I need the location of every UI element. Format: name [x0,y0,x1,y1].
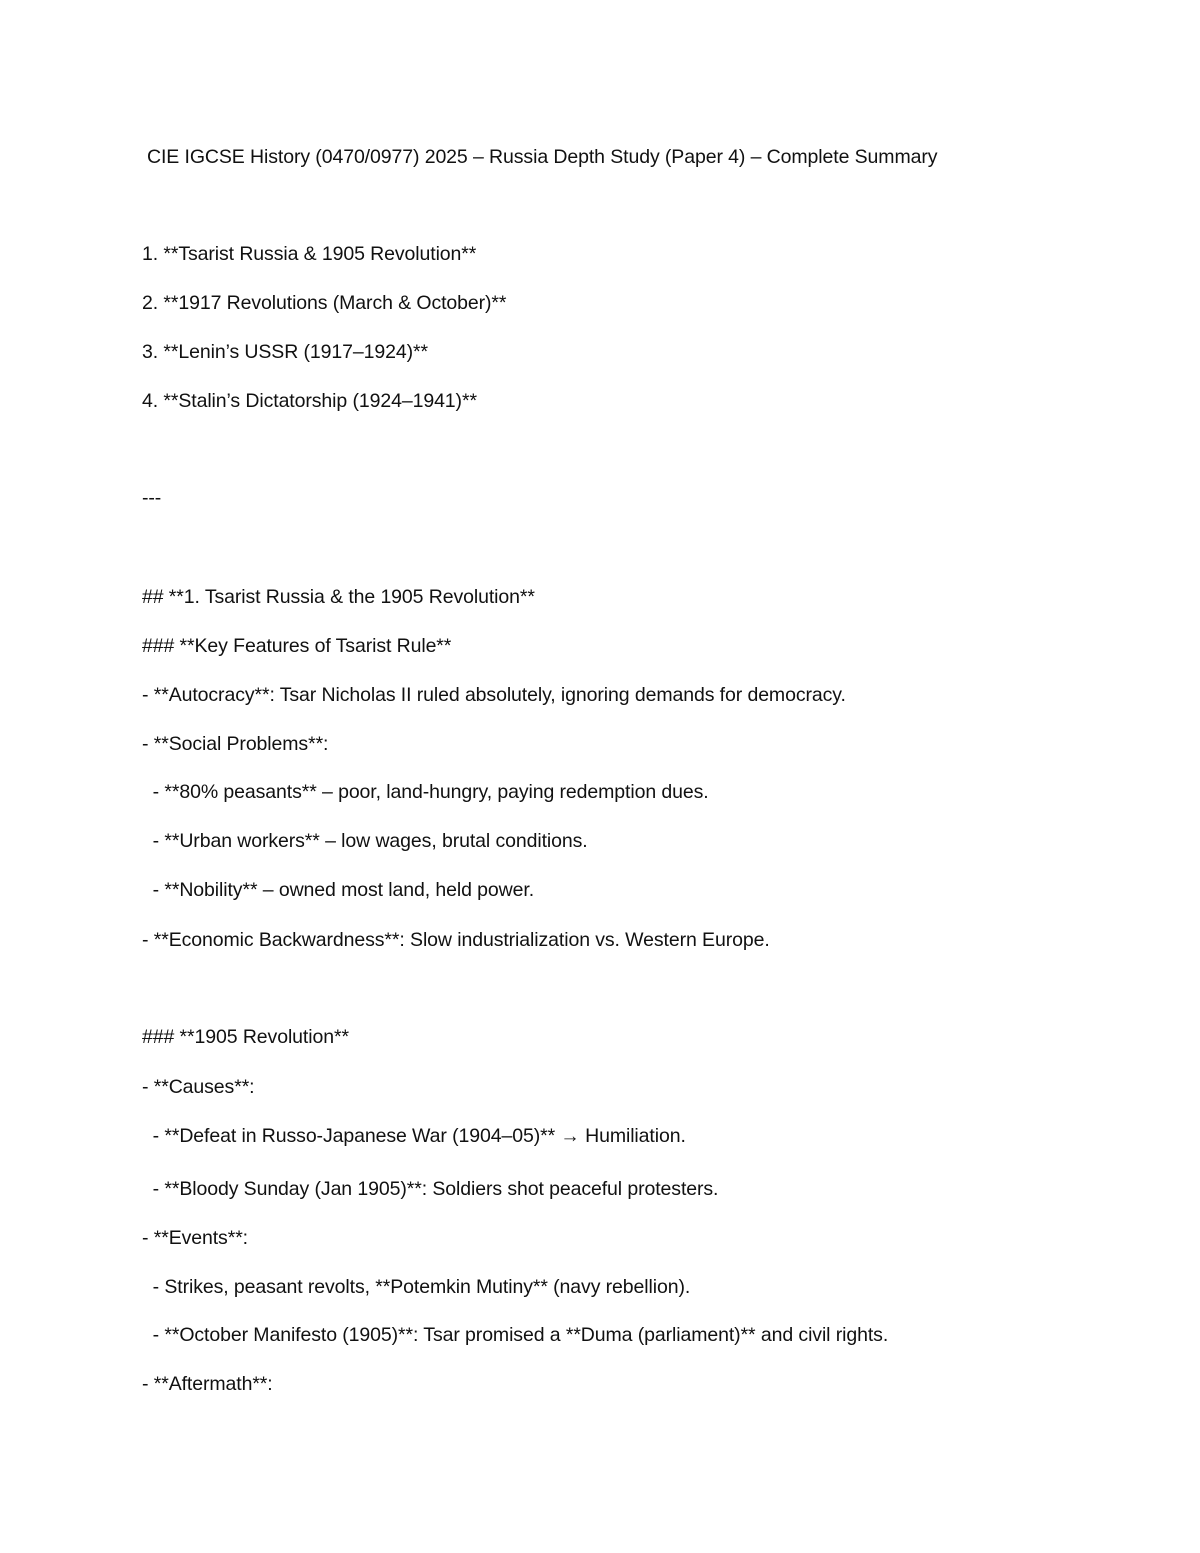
list-item: - **Nobility** – owned most land, held power. [142,879,535,901]
list-item: - **Economic Backwardness**: Slow industrialization vs. Western Europe. [142,929,770,951]
contents-item: 4. **Stalin’s Dictatorship (1924–1941)** [142,390,477,412]
list-item: - **80% peasants** – poor, land-hungry, paying redemption dues. [142,781,709,803]
contents-item: 1. **Tsarist Russia & 1905 Revolution** [142,243,477,265]
document-title: CIE IGCSE History (0470/0977) 2025 – Russia Depth Study (Paper 4) – Complete Summary [147,146,938,168]
list-item: - **Autocracy**: Tsar Nicholas II ruled absolutely, ignoring demands for democracy. [142,684,846,706]
contents-item: 3. **Lenin’s USSR (1917–1924)** [142,341,428,363]
subheading-1905: ### **1905 Revolution** [142,1026,349,1048]
list-item: - **October Manifesto (1905)**: Tsar promised a **Duma (parliament)** and civil rights. [142,1324,889,1346]
list-item: - **Urban workers** – low wages, brutal conditions. [142,830,588,852]
subheading-key-features: ### **Key Features of Tsarist Rule** [142,635,452,657]
list-item: - **Events**: [142,1227,248,1249]
contents-item: 2. **1917 Revolutions (March & October)** [142,292,507,314]
list-item: - **Bloody Sunday (Jan 1905)**: Soldiers shot peaceful protesters. [142,1178,719,1200]
list-item: - **Aftermath**: [142,1373,273,1395]
section-heading: ## **1. Tsarist Russia & the 1905 Revolution** [142,586,535,608]
list-item: - **Defeat in Russo-Japanese War (1904–05)** → Humiliation. [142,1125,686,1147]
list-item: - **Social Problems**: [142,733,329,755]
separator: --- [142,487,162,509]
list-item: - Strikes, peasant revolts, **Potemkin Mutiny** (navy rebellion). [142,1276,691,1298]
list-item: - **Causes**: [142,1076,255,1098]
